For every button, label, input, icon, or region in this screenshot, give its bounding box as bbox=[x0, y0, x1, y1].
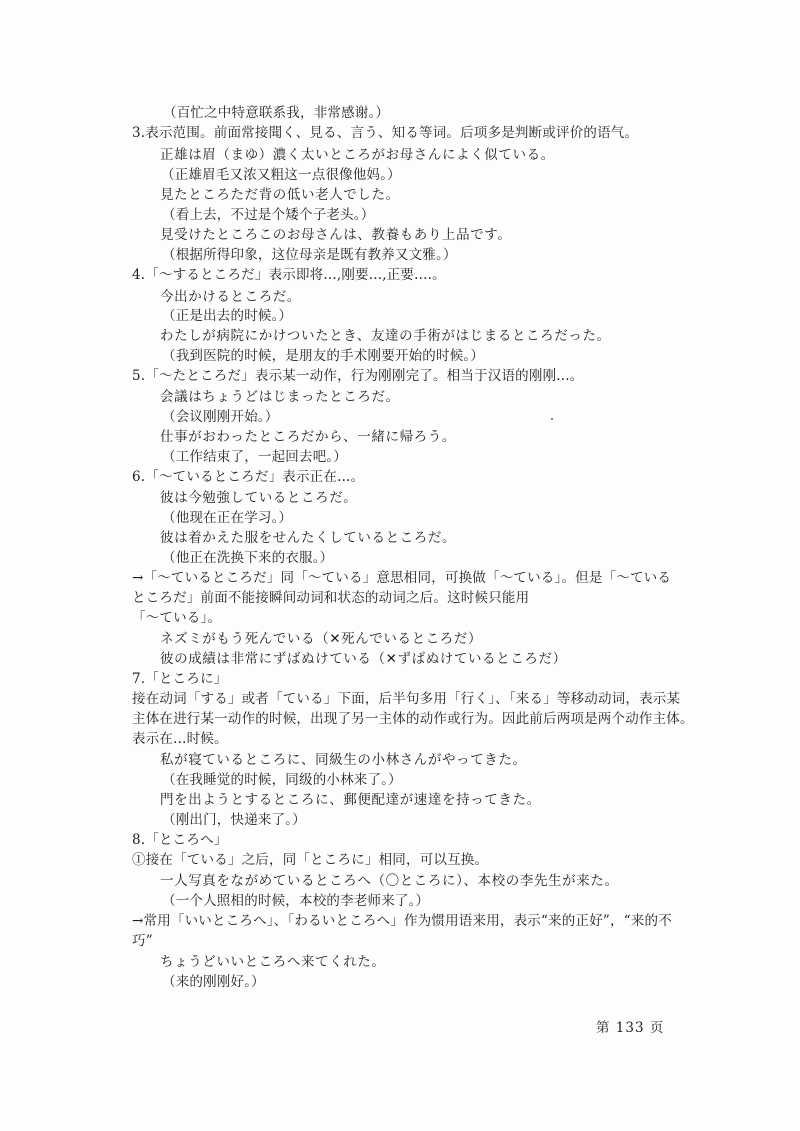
example-sentence: 彼は今勉強しているところだ。 bbox=[160, 490, 358, 506]
example-sentence: 正雄は眉（まゆ）濃く太いところがお母さんによく似ている。 bbox=[160, 147, 555, 163]
section-heading-7: 7.「ところに」 bbox=[132, 671, 228, 687]
note-line: ところだ」前面不能接瞬间动词和状态的动词之后。这时候只能用 bbox=[132, 590, 530, 606]
section-heading-4: 4.「～するところだ」表示即将...,刚要...,正要....。 bbox=[132, 267, 446, 283]
translation-line: （刚出门，快递来了。） bbox=[162, 812, 306, 828]
example-sentence: 会議はちょうどはじまったところだ。 bbox=[160, 389, 400, 405]
translation-line: （他现在正在学习。） bbox=[162, 510, 293, 526]
example-sentence: 仕事がおわったところだから、一緒に帰ろう。 bbox=[160, 429, 456, 445]
example-sentence: ちょうどいいところへ来てくれた。 bbox=[160, 954, 386, 970]
example-sentence: 彼の成績は非常にずばぬけている（✕ずばぬけているところだ） bbox=[160, 651, 567, 667]
example-sentence: ネズミがもう死んでいる（✕死んでいるところだ） bbox=[160, 631, 483, 647]
example-sentence: 彼は着かえた服をせんたくしているところだ。 bbox=[160, 530, 457, 546]
translation-line: （他正在洗换下来的衣服。） bbox=[162, 550, 334, 566]
example-sentence: 見受けたところこのお母さんは、教養もあり上品です。 bbox=[160, 227, 512, 243]
example-sentence: 今出かけるところだ。 bbox=[160, 289, 301, 305]
section-heading-8: 8.「ところへ」 bbox=[132, 832, 228, 848]
explanation-line: 接在动词「する」或者「ている」下面，后半句多用「行く」、「来る」等移动动词，表示某 bbox=[132, 691, 681, 707]
section-heading-5: 5.「～たところだ」表示某一动作，行为刚刚完了。相当于汉语的刚刚...。 bbox=[132, 368, 584, 384]
page-number: 第 133 页 bbox=[596, 1020, 665, 1036]
note-line: 「～ている」。 bbox=[132, 610, 222, 626]
translation-line: （根据所得印象，这位母亲是既有教养又文雅。） bbox=[162, 247, 457, 263]
example-sentence: 一人写真をながめているところへ（〇ところに）、本校の李先生が来た。 bbox=[160, 873, 619, 889]
translation-line: （看上去，不过是个矮个子老头。） bbox=[162, 207, 375, 223]
translation-line: （百忙之中特意联系我，非常感谢。） bbox=[163, 105, 390, 121]
translation-line: （会议刚刚开始。） bbox=[162, 409, 279, 425]
explanation-line: 表示在...时候。 bbox=[132, 731, 228, 747]
explanation-line: ①接在「ている」之后，同「ところに」相同，可以互换。 bbox=[132, 852, 489, 868]
example-sentence: 見たところただ背の低い老人でした。 bbox=[160, 187, 400, 203]
scan-speck bbox=[551, 418, 553, 420]
example-sentence: 私が寝ているところに、同級生の小林さんがやってきた。 bbox=[160, 752, 527, 768]
translation-line: （工作结束了，一起回去吧。） bbox=[162, 449, 348, 465]
translation-line: （我到医院的时候，是朋友的手术刚要开始的时候。） bbox=[162, 348, 485, 364]
translation-line: （来的刚刚好。） bbox=[162, 974, 265, 990]
translation-line: （在我睡觉的时候，同级的小林来了。） bbox=[162, 772, 402, 788]
note-line: →常用「いいところへ」、「わるいところへ」作为惯用语来用，表示“来的正好”，“来的不 bbox=[132, 913, 672, 929]
example-sentence: わたしが病院にかけついたとき、友達の手術がはじまるところだった。 bbox=[160, 328, 611, 344]
translation-line: （一个人照相的时候，本校的李老师来了。） bbox=[162, 893, 430, 909]
section-heading-6: 6.「～ているところだ」表示正在...。 bbox=[132, 469, 365, 485]
translation-line: （正是出去的时候。） bbox=[162, 308, 293, 324]
note-line: 巧” bbox=[132, 933, 153, 949]
explanation-line: 主体在进行某一动作的时候，出现了另一主体的动作或行为。因此前后两项是两个动作主体。 bbox=[132, 711, 694, 727]
example-sentence: 門を出ようとするところに、郵便配達が速達を持ってきた。 bbox=[160, 792, 541, 808]
note-line: →「～ているところだ」同「～ている」意思相同，可换做「～ている」。但是「～ている bbox=[132, 570, 672, 586]
translation-line: （正雄眉毛又浓又粗这一点很像他妈。） bbox=[161, 167, 401, 183]
section-heading-3: 3.表示范围。前面常接聞く、見る、言う、知る等词。后项多是判断或评价的语气。 bbox=[132, 125, 639, 141]
